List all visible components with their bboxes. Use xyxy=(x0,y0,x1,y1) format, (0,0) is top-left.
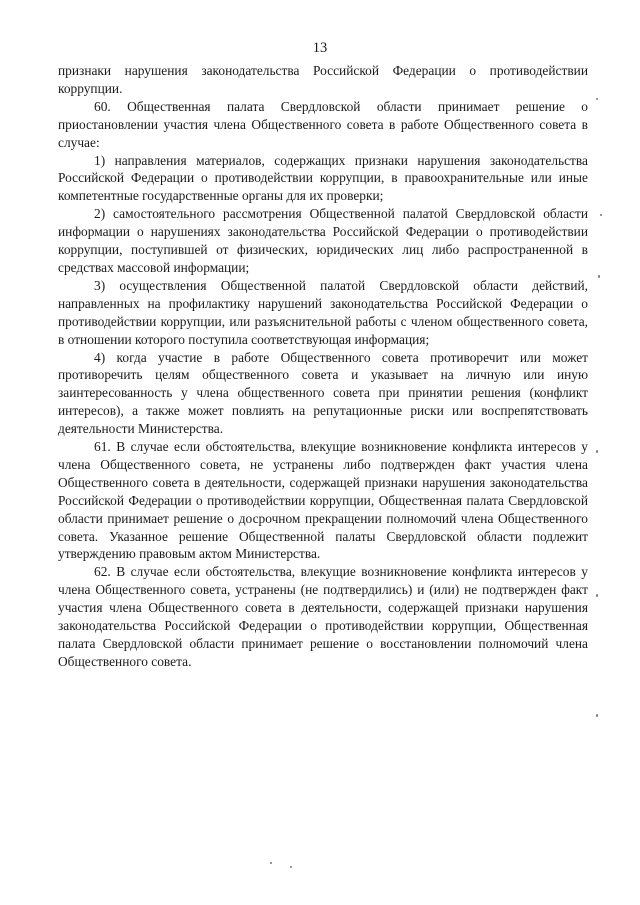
scan-speck xyxy=(596,450,598,453)
scan-speck xyxy=(596,714,598,717)
paragraph-item-4: 4) когда участие в работе Общественного совета противоречит или может противоречить целям общественного совета и указывает на личную или иную заинтересованность у члена общественного совета при принятии решения (конфликт интересов), а также может повлиять на репутационные риски или воспрепятствовать деятельности Министерства. xyxy=(58,349,588,437)
scan-speck xyxy=(270,862,272,864)
paragraph-item-3: 3) осуществления Общественной палатой Свердловской области действий, направленных на профилактику нарушений законодательства Российской Федерации о противодействии коррупции, или разъяснительной работы с членом общественного совета, в отношении которого поступила соответствующая информация; xyxy=(58,277,588,347)
paragraph-clause-61: 61. В случае если обстоятельства, влекущие возникновение конфликта интересов у члена Общественного совета, не устранены либо подтвержден факт участия члена Общественного совета в деятельности, содержащей признаки нарушения законодательства Российской Федерации о противодействии коррупции, Общественная палата Свердловской области принимает решение о досрочном прекращении полномочий члена Общественного совета. Указанное решение Общественной палаты Свердловской области подлежит утверждению правовым актом Министерства. xyxy=(58,439,588,562)
paragraph-item-2: 2) самостоятельного рассмотрения Общественной палатой Свердловской области информации о нарушениях законодательства Российской Федерации о противодействии коррупции, поступившей от физических, юридических лиц либо распространенной в средствах массовой информации; xyxy=(58,206,588,275)
scan-speck xyxy=(598,275,600,278)
page-number: 13 xyxy=(312,40,328,56)
paragraph-continuation: признаки нарушения законодательства Российской Федерации о противодействии коррупции. xyxy=(58,63,588,96)
paragraph-clause-62: 62. В случае если обстоятельства, влекущие возникновение конфликта интересов у члена Общественного совета, устранены (не подтвердились) и (или) не подтвержден факт участия члена Общественного совета в деятельности, содержащей признаки нарушения законодательства Российской Федерации о противодействии коррупции, Общественная палата Свердловской области принимает решение о восстановлении полномочий члена Общественного совета. xyxy=(58,564,588,669)
paragraph-clause-60: 60. Общественная палата Свердловской области принимает решение о приостановлении участия члена Общественного совета в работе Общественного совета в случае: xyxy=(58,98,588,150)
scan-speck xyxy=(596,98,598,100)
scan-speck xyxy=(290,866,292,868)
scan-speck xyxy=(600,214,602,216)
paragraph-item-1: 1) направления материалов, содержащих признаки нарушения законодательства Российской Федерации о противодействии коррупции, в правоохранительные или иные компетентные государственные органы для их проверки; xyxy=(58,152,588,204)
scan-speck xyxy=(596,594,598,597)
document-body xyxy=(58,62,588,671)
